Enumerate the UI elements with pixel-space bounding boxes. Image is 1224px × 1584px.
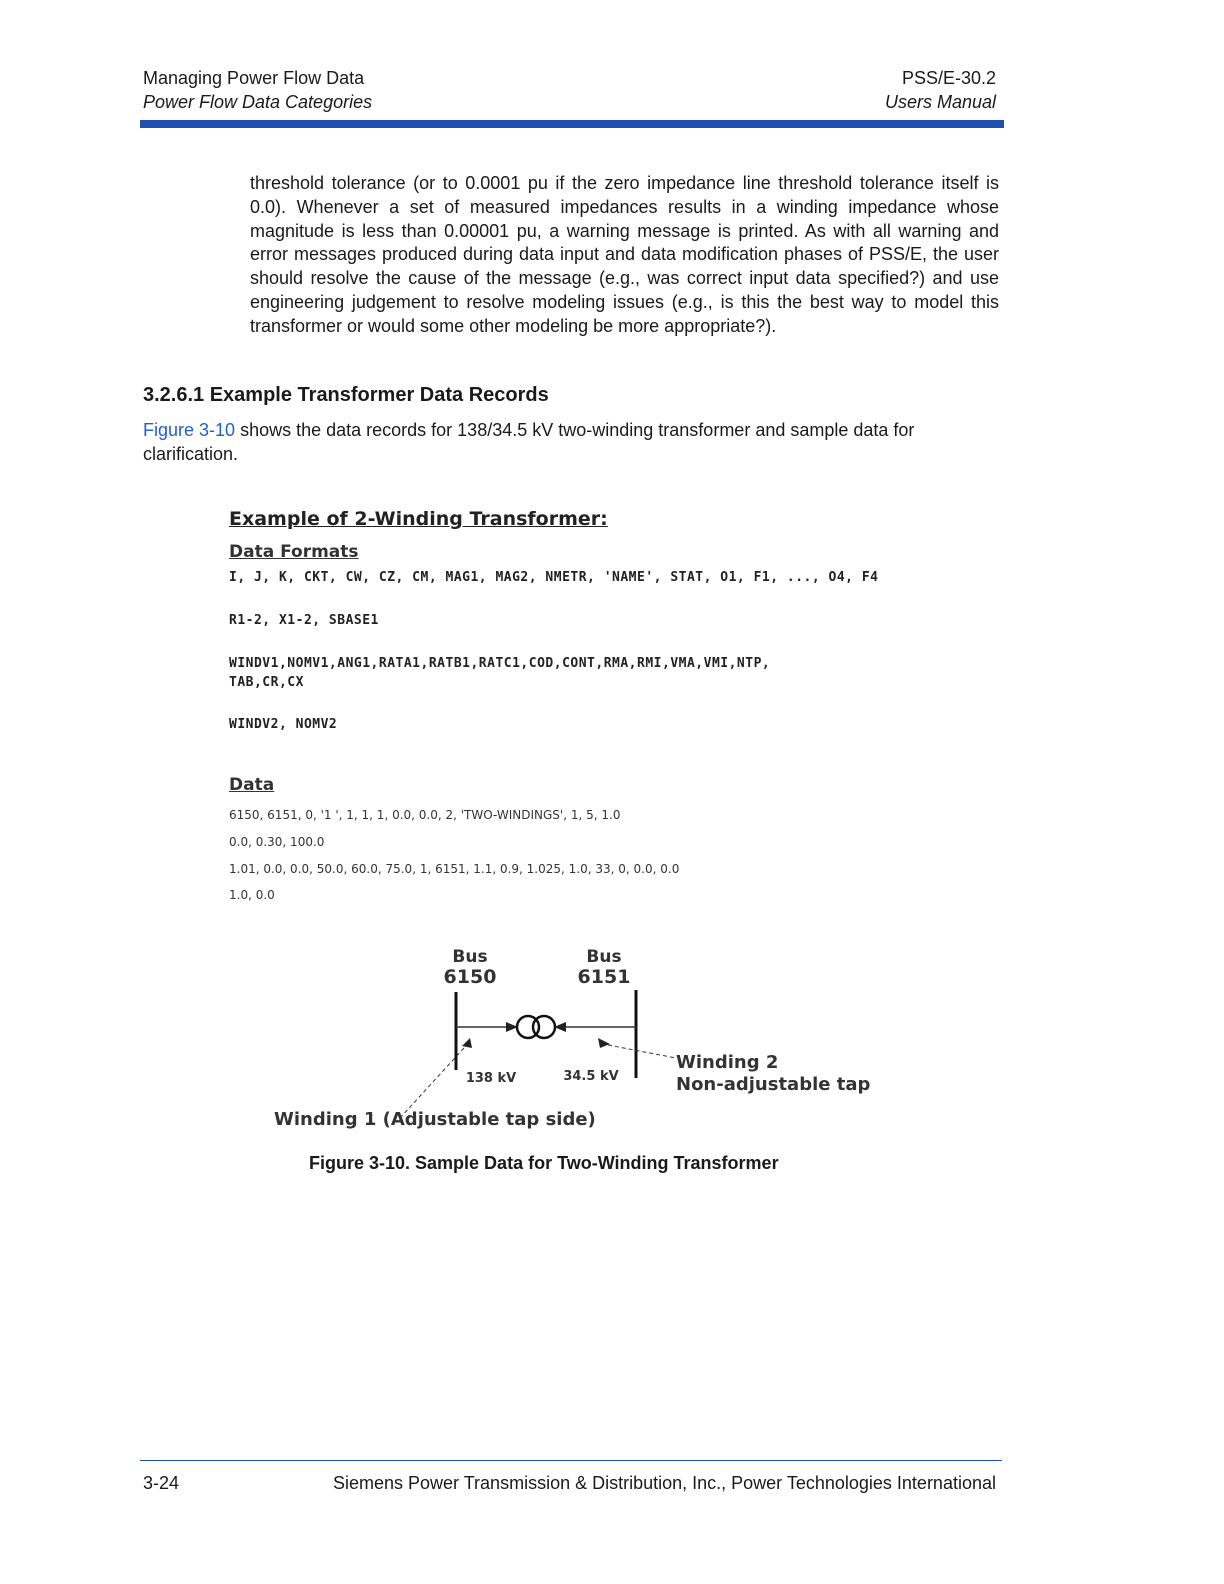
format-line-1: I, J, K, CKT, CW, CZ, CM, MAG1, MAG2, NMETR, 'NAME', STAT, O1, F1, ..., O4, F4 xyxy=(229,570,879,585)
winding2-leader xyxy=(608,1045,676,1058)
figure-caption: Figure 3-10. Sample Data for Two-Winding Transformer xyxy=(309,1153,779,1173)
format-line-3: WINDV1,NOMV1,ANG1,RATA1,RATB1,RATC1,COD,CONT,RMA,RMI,VMA,VMI,NTP, xyxy=(229,656,771,671)
format-line-4: TAB,CR,CX xyxy=(229,675,304,690)
tap-arrow-right xyxy=(598,1038,610,1048)
figure-title: Example of 2-Winding Transformer: xyxy=(229,508,608,530)
body-paragraph: threshold tolerance (or to 0.0001 pu if the zero impedance line threshold tolerance itself is 0.0). Whenever a set of measured impedances results in a winding impedance whose magnitude is less than 0.00001 pu, a warning message is printed. As with all warning and error messages produced during data input and data modification phases of PSS/E, the user should resolve the cause of the message (e.g., was correct input data specified?) and use engineering judgement to resolve modeling issues (e.g., is this the best way to model this transformer or would some other modeling be more appropriate?). xyxy=(250,173,999,336)
format-line-5: WINDV2, NOMV2 xyxy=(229,717,338,732)
bus1-label: Bus xyxy=(452,947,488,967)
tap-arrow-left xyxy=(462,1038,472,1048)
intro-paragraph xyxy=(143,418,999,466)
running-header-right xyxy=(885,66,996,114)
data-line-1: 6150, 6151, 0, '1 ', 1, 1, 1, 0.0, 0.0, 2, 'TWO-WINDINGS', 1, 5, 1.0 xyxy=(229,808,621,822)
manual-name: Users Manual xyxy=(884,92,996,112)
data-line-4: 1.0, 0.0 xyxy=(229,888,275,902)
winding1-label: Winding 1 (Adjustable tap side) xyxy=(274,1109,596,1130)
page-number: 3-24 xyxy=(143,1473,180,1493)
footer-divider xyxy=(140,1460,1002,1461)
format-line-2: R1-2, X1-2, SBASE1 xyxy=(229,613,379,628)
data-heading: Data xyxy=(229,775,275,795)
section-title: Power Flow Data Categories xyxy=(143,92,373,112)
winding2-coil xyxy=(533,1016,555,1038)
data-line-3: 1.01, 0.0, 0.0, 50.0, 60.0, 75.0, 1, 6151, 1.1, 0.9, 1.025, 1.0, 33, 0, 0.0, 0.0 xyxy=(229,862,680,876)
kv1-label: 138 kV xyxy=(465,1071,517,1086)
figure-link[interactable]: Figure 3-10 xyxy=(143,420,236,440)
product-name: PSS/E-30.2 xyxy=(901,68,996,88)
winding1-leader xyxy=(400,1048,464,1118)
running-header-left xyxy=(143,66,372,114)
bus2-number: 6151 xyxy=(577,966,631,988)
transformer-diagram xyxy=(260,940,880,1140)
winding2-title: Winding 2 xyxy=(676,1052,779,1073)
chapter-title: Managing Power Flow Data xyxy=(143,68,365,88)
winding2-desc: Non-adjustable tap xyxy=(676,1074,871,1095)
data-line-2: 0.0, 0.30, 100.0 xyxy=(229,835,325,849)
data-formats-heading: Data Formats xyxy=(229,542,359,562)
intro-text: shows the data records for 138/34.5 kV two-winding transformer and sample data for clarification. xyxy=(143,420,915,464)
footer-company: Siemens Power Transmission & Distribution, Inc., Power Technologies International xyxy=(333,1473,996,1493)
bus1-number: 6150 xyxy=(443,966,497,988)
bus2-label: Bus xyxy=(586,947,622,967)
header-divider xyxy=(140,120,1004,128)
section-heading: 3.2.6.1 Example Transformer Data Records xyxy=(143,384,549,406)
kv2-label: 34.5 kV xyxy=(563,1069,619,1084)
